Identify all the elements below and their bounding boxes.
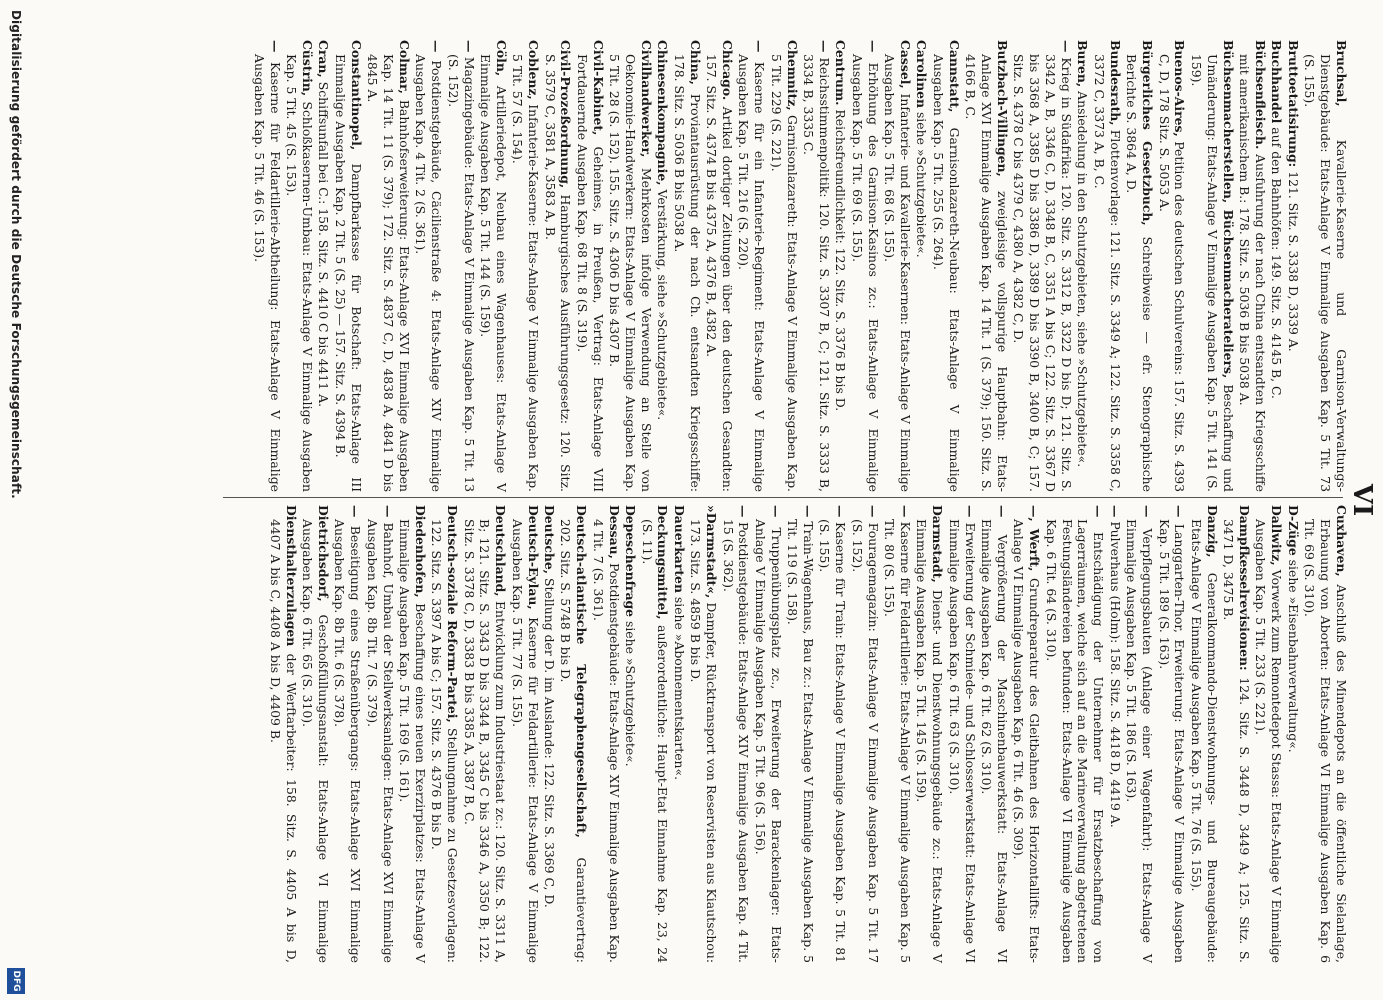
entry-reference: Krieg in Südafrika: 120. Sitz. S. 3312 B, 3322 D bis D; 121. Sitz. S. 3342 A, B, 3346 C, D, 3348 B, C, 3351 A bis C; 122. Sitz. S. 3367 D bis 3368 A, 3385 D bis 3386 D, 3389 D bis 3390 B, 3400 B, C; 157. Sitz. S. 4378 C bis 4379 C, 4380 A, 4382 C, D. <box>1011 54 1075 492</box>
index-entry <box>1043 505 1107 963</box>
entry-heading: — <box>817 40 832 53</box>
index-entry <box>817 505 849 963</box>
entry-heading: — <box>962 505 978 518</box>
entry-reference: Hamburgisches Ausführungsgesetz: 120. Sitz. S. 3579 C, 3581 A, 3583 A, B. <box>542 54 574 492</box>
entry-reference: Postdienstgebäude: Etats-Anlage XIV Einmalige Ausgaben Kap. 4 Tit. 7 (S. 361). <box>590 519 622 963</box>
entry-reference: Vorwerk zum Remontedepot Stassa: Etats-Anlage V Einmalige Ausgaben Kap. 5 Tit. 233 (S. 221). <box>1253 519 1285 963</box>
index-entry <box>541 505 557 963</box>
entry-reference: Kaserne für ein Infanterie-Regiment: Etats-Anlage V Einmalige Ausgaben Kap. 5 Tit. 216 (S. 220). <box>736 54 768 492</box>
entry-heading: Bruchsal, <box>1334 40 1349 107</box>
index-entry <box>267 505 299 963</box>
entry-reference: Beschaffung und Umänderung: Etats-Anlage V Einmalige Ausgaben Kap. 5 Tit. 141 (S. 159). <box>1188 54 1236 492</box>
index-entry <box>574 40 606 492</box>
entry-reference: Grundreparatur des Gleitbahnen des Horizontallifts: Etats-Anlage VI Einmalige Ausgaben Kap. 6 Tit. 46 (S. 309). <box>1011 519 1043 963</box>
index-entry <box>1123 505 1155 963</box>
entry-heading: Buenos-Aires, <box>1172 40 1188 137</box>
entry-heading: Chicago. <box>720 40 736 101</box>
entry-heading: — <box>898 505 914 518</box>
index-entry <box>509 40 541 492</box>
entry-heading: Depeschenfrage <box>623 505 639 618</box>
entry-heading: Darmstadt, <box>930 505 946 583</box>
entry-heading: Butzbach-Villingen, <box>994 40 1010 177</box>
entry-reference: Postdienstgebäude, Cäcilienstraße 4: Etats-Anlage XIV Einmalige Ausgaben Kap. 4 Tit. 2 (S. 361). <box>413 54 445 492</box>
index-entry <box>364 505 396 963</box>
index-entry <box>978 505 1010 963</box>
entry-heading: — <box>267 40 283 53</box>
index-entry <box>1123 40 1155 492</box>
index-entry <box>914 505 946 963</box>
index-entry <box>752 505 784 963</box>
entry-heading: Civilhandwerker, <box>639 40 655 158</box>
entry-reference: Ausfuhrung der nach China entsandten Kriegsschiffe mit amerikanischem B.: 178. Sitz. S. 5036 B bis 5038 A. <box>1237 54 1268 492</box>
entry-reference: Stellung der D. im Auslande: 122. Sitz. S. 3369 C, D. <box>542 578 558 908</box>
entry-heading: Dallwitz, <box>1269 505 1285 566</box>
entry-reference: Reichsstimmenpolitik: 120. Sitz. S. 3307 B, C; 121. Sitz. S. 3333 B, 3334 B, 3335 C. <box>801 54 832 492</box>
entry-heading: Cüstrin, <box>300 40 315 97</box>
index-entry <box>1285 505 1301 963</box>
index-entry <box>849 505 881 963</box>
entry-heading: Civil-Prozeßordnung, <box>558 40 574 189</box>
entry-reference: Postdienstgebäude: Etats-Anlage XIV Einmalige Ausgaben Kap. 4 Tit. 15 (S. 362). <box>720 519 752 963</box>
entry-reference: Verpflegungsbauten (Anlage einer Wagenfahrt): Etats-Anlage V Einmalige Ausgaben Kap. 5 Tit. 186 (S. 163). <box>1124 519 1156 963</box>
entry-reference: Artilleriedepot, Neubau eines Wagenhauses: Etats-Anlage V Einmalige Ausgaben Kap. 5 Tit. 144 (S. 159). <box>477 54 509 492</box>
entry-heading: — <box>801 505 817 518</box>
entry-heading: — <box>1140 505 1156 518</box>
index-entry <box>800 40 832 492</box>
index-entry <box>590 505 622 963</box>
index-entry <box>1010 505 1042 963</box>
index-entry <box>833 40 849 492</box>
index-entry <box>914 40 930 492</box>
index-entry <box>736 40 768 492</box>
entry-heading: Civil-Kabinet, <box>590 40 606 136</box>
index-entry <box>428 505 460 963</box>
entry-reference: Kavallerie-Kaserne und Garnison-Verwaltungs-Dienstgebäude: Etats-Anlage V Einmalige Ausgaben Kap. 5 Tit. 73 (S. 155). <box>1302 54 1349 492</box>
index-entry <box>542 40 574 492</box>
index-entry <box>1156 40 1188 492</box>
entry-heading: Deckungsmittel, <box>655 505 671 620</box>
entry-heading: — <box>1107 505 1123 518</box>
entry-reference: Anschluß des Minendepots an die öffentliche Sielanlage, Erbauung von Aborten: Etats-Anlage VI Einmalige Ausgaben Kap. 6 Tit. 69 (S. 310). <box>1302 519 1349 963</box>
entry-heading: Colmar, <box>396 40 412 94</box>
entry-reference: Dampfbarkasse für Botschaft: Etats-Anlage III Einmalige Ausgaben Kap. 2 Tit. 5 (S. 25) — 157. Sitz. S. 4394 B. <box>332 54 364 492</box>
index-entry <box>1107 505 1123 963</box>
entry-reference: der Werftarbeiter: 158. Sitz. S. 4405 A bis D, 4407 A bis C, 4408 A bis D, 4409 B. <box>267 519 299 963</box>
index-entry <box>331 505 363 963</box>
entry-reference: Garnisonlazareth-Neubau: Etats-Anlage V Einmalige Ausgaben Kap. 5 Tit. 255 (S. 264). <box>930 54 962 492</box>
entry-heading: Dietrichsdorf, <box>315 505 331 602</box>
index-entry <box>1188 40 1236 492</box>
footer <box>3 0 27 1000</box>
entry-heading: Deutsch-Eylau, <box>525 505 541 610</box>
entry-heading: Bürgerliches Gesetzbuch, <box>1140 40 1156 226</box>
index-entry <box>687 505 719 963</box>
entry-reference: Flottenvorlage: 121. Sitz. S. 3349 A; 122. Sitz. S. 3358 C, 3372 C, 3373 A, B, C. <box>1091 54 1123 492</box>
entry-reference: Train-Wagenhaus, Bau zc.: Etats-Anlage V Einmalige Ausgaben Kap. 5 Tit. 119 (S. 158). <box>785 519 817 963</box>
index-entry <box>849 40 881 492</box>
entry-reference: Verstärkung, siehe »Schutzgebiete«. <box>655 189 671 421</box>
entry-heading: Cran, <box>316 40 332 78</box>
index-entry <box>1301 40 1349 492</box>
index-entry <box>509 505 541 963</box>
page-number: VI <box>1347 483 1377 517</box>
entry-reference: Pulverhaus (Holm): 158. Sitz. S. 4418 D, 4419 A. <box>1107 521 1123 828</box>
index-entry <box>477 40 509 492</box>
index-entry <box>445 40 477 492</box>
entry-reference: Mehrkosten infolge Verwendung an Stelle von Oekonomie-Handwerkern: Etats-Anlage V Einmalige Ausgaben Kap. 5 Tit. 28 (S. 152). 155. Sitz. S. 4306 D bis 4307 B. <box>607 54 655 492</box>
entry-heading: — <box>865 40 881 53</box>
column-divider <box>223 497 1343 498</box>
entry-reference: Stellungnahme zu Gesetzesvorlagen: 122. Sitz. S. 3397 A bis C; 157. Sitz. S. 4376 B bis D. <box>429 519 461 963</box>
entry-heading: Büchsenmacherstellen, Büchsenmacherateliers, <box>1220 40 1236 379</box>
index-entry <box>1301 505 1349 963</box>
entry-reference: Garantievertrag: 202. Sitz. S. 5748 B bis D. <box>558 519 590 963</box>
entry-reference: 124. Sitz. S. 3448 D, 3449 A; 125. Sitz. S. 3471 D, 3475 B. <box>1221 519 1253 963</box>
entry-heading: — <box>461 40 477 53</box>
entry-reference: Proviantausrüstung der nach Ch. entsandten Kriegsschiffe: 178. Sitz. S. 5036 B bis 5038 A. <box>671 54 703 492</box>
entry-reference: Entschädigung der Unternehmer für Ersatzbeschaffung von Lagerräumen, welche sich auf an die Marineverwaltung abgetretenen Festungsländereien befunden: Etats-Anlage VI Einmalige Ausgaben Kap. 6 Tit. 64 (S. 310). <box>1043 519 1107 963</box>
entry-heading: Cuxhaven, <box>1334 505 1349 577</box>
entry-heading: Bundesrath, <box>1107 40 1123 126</box>
index-entry <box>1010 40 1074 492</box>
entry-heading: »Darmstadt«, <box>704 505 720 599</box>
entry-reference: Entwicklung zum Industriestaat zc.: 120. Sitz. S. 3311 A, B; 121. Sitz. S. 3343 D bis 3344 B, 3345 C bis 3346 A, 3350 B; 122. Sitz. S. 3378 C, D, 3383 B bis 3385 A, 3387 B, C. <box>461 519 509 963</box>
index-entry <box>655 40 671 492</box>
entry-heading: Deutsche, <box>542 505 558 575</box>
entry-heading: Danzig, <box>1204 505 1220 558</box>
entry-reference: Kaserne für Feldartillerie: Etats-Anlage V Einmalige Ausgaben Kap. 5 Tit. 80 (S. 155). <box>882 519 914 963</box>
index-entry <box>283 40 315 492</box>
index-entry <box>1268 40 1284 492</box>
entry-reference: siehe »Schutzgebiete«. <box>914 111 930 258</box>
index-entry <box>396 505 428 963</box>
index-entry <box>881 505 913 963</box>
index-entry <box>639 505 671 963</box>
entry-heading: Deutsch-atlantische Telegraphengesellschaft, <box>574 505 590 839</box>
entry-reference: Dampfer, Rücktransport von Reservisten aus Kiautschou: 173. Sitz. S. 4859 B bis D. <box>688 519 720 963</box>
index-entry <box>768 40 800 492</box>
index-entry <box>461 505 509 963</box>
entry-reference: Kaserne für Train: Etats-Anlage V Einmalige Ausgaben Kap. 5 Tit. 81 (S. 155). <box>817 519 849 963</box>
entry-reference: Magazingebäude: Etats-Anlage V Einmalige Ausgaben Kap. 5 Tit. 13 (S. 152). <box>445 54 477 492</box>
entry-heading: Diedenhofen, <box>412 505 428 598</box>
funding-notice: Digitalisierung gefördert durch die Deutsche Forschungsgemeinschaft. <box>9 10 23 499</box>
entry-reference: außerordentliche: Haupt-Etat Einnahme Kap. 23, 24 (S. 11). <box>639 519 671 963</box>
entry-heading: — <box>736 505 752 518</box>
index-entry <box>671 40 703 492</box>
entry-reference: Kaserne für Feldartillerie: Etats-Anlage V Einmalige Ausgaben Kap. 5 Tit. 77 (S. 155). <box>509 519 541 963</box>
index-entry <box>930 40 962 492</box>
entry-reference: Geheimes, in Preußen, Vertrag: Etats-Anlage VIII Fortdauernde Ausgaben Kap. 68 Tit. 8 (S. 319). <box>574 54 606 492</box>
entry-reference: auf den Bahnhöfen: 149. Sitz. S. 4145 B, C. <box>1269 127 1285 399</box>
entry-reference: Fouragemagazin: Etats-Anlage V Einmalige Ausgaben Kap. 5 Tit. 17 (S. 152). <box>849 519 881 963</box>
entry-reference: Ansiedelung in den Schutzgebieten, siehe »Schutzgebiete«. <box>1075 91 1091 468</box>
entry-reference: Generalkommando-Dienstwohnungs- und Bureaugebäude: Etats-Anlage V Einmalige Ausgaben Kap. 5 Tit. 76 (S. 155). <box>1188 519 1220 963</box>
entry-reference: zweigleisige vollspurige Hauptbahn: Etats-Anlage XVI Einmalige Ausgaben Kap. 14 Tit. 1 (S. 379); 150. Sitz. S. 4166 B, C. <box>963 54 1010 492</box>
index-entry <box>1156 505 1188 963</box>
index-entry <box>606 40 654 492</box>
entry-reference: Petition des deutschen Schulvereins: 157. Sitz. S. 4393 C, D, 178 Sitz. S. 5053 A. <box>1156 54 1188 492</box>
entry-heading: Constantinopel, <box>348 40 364 151</box>
entry-heading: — <box>1172 505 1188 518</box>
entry-reference: Schreibweise — efr. Stenographische Berichte S. 3864 A, D. <box>1124 54 1156 492</box>
entry-heading: — <box>1091 505 1107 518</box>
index-entry <box>671 505 687 963</box>
index-entry <box>1075 40 1091 492</box>
entry-heading: — <box>1059 40 1075 53</box>
entry-reference: Reichsfreundlichkeit: 122. Sitz. S. 3376 B bis D. <box>833 109 849 412</box>
entry-reference: Erhöhung des Garnison-Kasinos zc.: Etats-Anlage V Einmalige Ausgaben Kap. 5 Tit. 69 (S. 155). <box>849 54 881 492</box>
entry-heading: Diensthalterzulagen <box>283 505 299 647</box>
index-entry <box>1091 40 1123 492</box>
index-entry <box>364 40 412 492</box>
index-entry <box>316 40 332 492</box>
entry-heading: — <box>380 505 396 518</box>
entry-heading: China, <box>687 40 703 85</box>
entry-reference: Langgarten-Thor, Erweiterung: Etats-Anlage V Einmalige Ausgaben Kap. 5 Tit. 189 (S. 163). <box>1156 519 1188 963</box>
index-entry <box>1285 40 1301 492</box>
entry-heading: — <box>833 505 849 518</box>
entry-heading: Chinesenkompagnie, <box>655 40 671 186</box>
index-entry <box>1236 40 1268 492</box>
entry-heading: Buren, <box>1075 40 1091 88</box>
entry-reference: Bahnhof, Umbau der Stellwerksanlagen: Etats-Anlage XVI Einmalige Ausgaben Kap. 8b Tit. 7 (S. 379). <box>364 519 396 963</box>
index-column-right <box>266 505 1349 963</box>
index-entry <box>622 505 638 963</box>
index-entry <box>881 40 913 492</box>
entry-heading: Coblenz, <box>526 40 542 100</box>
entry-heading: — <box>768 505 784 518</box>
index-entry <box>251 40 283 492</box>
index-entry <box>703 40 735 492</box>
entry-heading: D-Züge <box>1285 505 1301 556</box>
index-entry <box>1220 505 1252 963</box>
entry-reference: Garnisonlazareth: Etats-Anlage V Einmalige Ausgaben Kap. 5 Tit. 229 (S. 221). <box>768 54 800 492</box>
entry-reference: Schloßkasernen-Umbau: Etats-Anlage V Einmalige Ausgaben Kap. 5 Tit. 45 (S. 153). <box>284 54 315 492</box>
entry-heading: Deutsch-soziale Reform-Partei, <box>445 505 461 723</box>
index-entry <box>946 505 978 963</box>
entry-heading: Carolinen <box>914 40 930 108</box>
entry-heading: Dauerkarten <box>671 505 687 593</box>
index-entry <box>412 40 444 492</box>
entry-heading: —, Werft, <box>1027 505 1043 572</box>
index-entry <box>299 505 331 963</box>
entry-reference: Truppenübungsplatz zc., Erweiterung der Barackenlager: Etats-Anlage V Einmalige Ausgaben Kap. 5 Tit. 96 (S. 156). <box>752 519 784 963</box>
index-entry <box>720 505 752 963</box>
entry-heading: — <box>865 505 881 518</box>
entry-heading: Büchsenfleisch. <box>1252 40 1268 150</box>
entry-heading: Dessau, <box>606 505 622 559</box>
entry-reference: siehe »Schutzgebiete«. <box>623 620 639 767</box>
entry-reference: Bahnhofserweiterung: Etats-Anlage XVI Einmalige Ausgaben Kap. 14 Tit. 11 (S. 379); 172. Sitz. S. 4837 C, D, 4838 A, 4841 D bis 4845 A. <box>365 54 412 492</box>
entry-heading: Cassel, <box>898 40 914 89</box>
entry-reference: Beseitigung eines Straßenübergangs: Etats-Anlage XVI Einmalige Ausgaben Kap. 8b Tit. 6 (S. 378). <box>332 519 364 963</box>
entry-reference: Vergrößerung der Maschinenbauwerkstatt: Etats-Anlage VI Einmalige Ausgaben Kap. 6 Tit. 62 (S. 310). <box>979 519 1010 963</box>
entry-reference: Beschaffung eines neuen Exerzirplatzes: Etats-Anlage V Einmalige Ausgaben Kap. 5 Tit. 169 (S. 161). <box>396 519 428 963</box>
entry-heading: Chemnitz, <box>784 40 800 111</box>
entry-reference: Schiffsunfall bei C.: 158. Sitz. S. 4410 C bis 4411 A. <box>316 81 332 408</box>
entry-heading: Cöln, <box>493 40 509 77</box>
entry-reference: Infanterie- und Kavallerie-Kasernen: Etats-Anlage V Einmalige Ausgaben Kap. 5 Tit. 68 (S. 155). <box>882 54 914 492</box>
index-entry <box>1253 505 1285 963</box>
entry-heading: Dampfkesselrevisionen: <box>1237 505 1253 671</box>
entry-reference: Dienst- und Dienstwohnungsgebäude zc.: Etats-Anlage V Einmalige Ausgaben Kap. 5 Tit. 145 (S. 159). <box>914 519 946 963</box>
entry-reference: Kaserne für Feldartillerie-Abtheilung: Etats-Anlage V Einmalige Ausgaben Kap. 5 Tit. 46 (S. 153). <box>251 54 283 492</box>
entry-heading: Deutschland, <box>493 505 509 597</box>
entry-reference: Artikel dortiger Zeitungen über den deutschen Gesandten: 157. Sitz. S. 4374 B bis 4375 A, 4376 B, 4382 A. <box>704 54 736 492</box>
entry-heading: Buchhandel <box>1269 40 1285 124</box>
entry-reference: siehe »Abonnementskarten«. <box>671 596 687 781</box>
entry-reference: Geschoßfüllungsanstalt: Etats-Anlage VI Einmalige Ausgaben Kap. 6 Tit. 65 (S. 310). <box>300 519 331 963</box>
index-entry <box>784 505 816 963</box>
index-entry <box>558 505 590 963</box>
entry-reference: Infanterie-Kaserne: Etats-Anlage V Einmalige Ausgaben Kap. 5 Tit. 57 (S. 154). <box>510 54 542 492</box>
entry-heading: — <box>994 505 1010 518</box>
entry-heading: — <box>429 40 445 53</box>
entry-heading: — <box>348 505 364 518</box>
index-entry <box>962 40 1010 492</box>
entry-heading: — <box>752 40 768 53</box>
entry-reference: Erweiterung der Schmiede- und Schlosserwerkstatt: Etats-Anlage VI Einmalige Ausgaben Kap. 6 Tit. 63 (S. 310). <box>946 519 978 963</box>
dfg-logo-icon: DFG <box>7 968 25 994</box>
entry-heading: Cannstatt, <box>946 40 962 113</box>
index-entry <box>332 40 364 492</box>
index-entry <box>1188 505 1220 963</box>
entry-reference: 121. Sitz. S. 3338 D, 3339 A. <box>1285 171 1301 352</box>
entry-reference: siehe »Eisenbahnverwaltung«. <box>1285 559 1301 753</box>
entry-heading: Centrum. <box>833 40 849 106</box>
entry-heading: Bruttoetatisirung: <box>1285 40 1301 168</box>
index-column-left <box>250 40 1349 492</box>
